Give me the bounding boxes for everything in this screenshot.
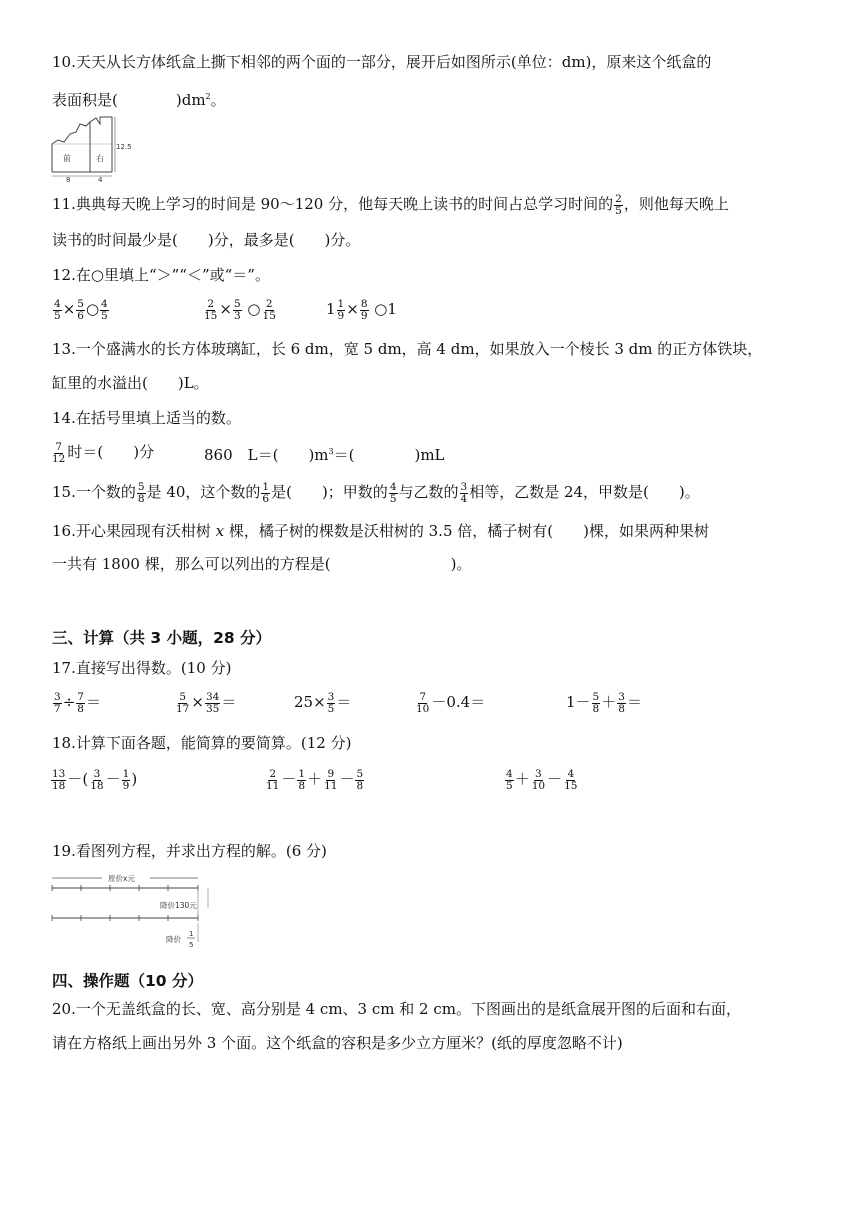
q14-title: 14.在括号里填上适当的数。 [52, 409, 241, 427]
q12-title: 12.在○里填上“＞”“＜”或“＝”。 [52, 266, 270, 284]
q19-down-label: 降价130元 [160, 901, 197, 910]
q14-expr1: $\frac{7}{12}$ 时＝( )分 [52, 440, 155, 465]
q10-text-b: )dm [175, 91, 206, 109]
q18-title: 18.计算下面各题，能简算的要简算。(12 分) [52, 734, 352, 752]
q19-rate-den: 5 [189, 941, 194, 949]
q10-figure [50, 114, 130, 182]
q18-expr3: $\frac{4}{5}$ ＋ $\frac{3}{10}$ － $\frac{4}{15}$ [506, 767, 578, 792]
q11-text-a: 11.典典每天晚上学习的时间是 90～120 分，他每天晚上读书的时间占总学习时间的 [52, 195, 614, 213]
q10-right-label: 右 [96, 154, 104, 163]
q12-expr2: $\frac{2}{15}$ × $\frac{5}{3}$ ○ $\frac{2}{15}$ [204, 297, 276, 322]
section4-heading: 四、操作题（10 分） [52, 972, 203, 990]
q10-line1: 10.天天从长方体纸盒上撕下相邻的两个面的一部分，展开后如图所示(单位：dm)，原来这个纸盒的 [52, 53, 712, 71]
q17-expr4: $\frac{7}{10}$ －0.4＝ [416, 690, 486, 715]
q10-width1: 8 [66, 176, 71, 184]
q17-title: 17.直接写出得数。(10 分) [52, 659, 232, 677]
q11-line2: 读书的时间最少是( )分，最多是( )分。 [52, 231, 361, 249]
q17-expr1: $\frac{3}{7}$ ÷ $\frac{7}{8}$ ＝ [54, 690, 101, 715]
q19-title: 19.看图列方程，并求出方程的解。(6 分) [52, 842, 327, 860]
q10-front-label: 前 [63, 154, 71, 163]
section3-heading: 三、计算（共 3 小题，28 分） [52, 629, 272, 647]
q11-fraction: $\frac{2}{5}$ [615, 192, 622, 217]
q10-text-c: 。 [210, 91, 226, 109]
q18-expr2: $\frac{2}{11}$ － $\frac{1}{8}$ ＋ $\frac{9}{11}$ － $\frac{5}{8}$ [266, 767, 364, 792]
q19-rate-label: 降价 [166, 935, 181, 944]
q18-expr1: $\frac{13}{18}$ －( $\frac{3}{18}$ － $\frac{1}{9}$ ) [52, 767, 138, 792]
q17-expr2: $\frac{5}{17}$ × $\frac{34}{35}$ ＝ [176, 690, 237, 715]
q17-expr5: 1－ $\frac{5}{8}$ ＋ $\frac{3}{8}$ ＝ [566, 690, 642, 715]
q11-text-b: ，则他每天晚上 [623, 195, 729, 213]
q12-circle1[interactable]: ○ [85, 300, 100, 318]
q19-rate-num: 1 [189, 930, 194, 938]
q13-line2: 缸里的水溢出( )L。 [52, 374, 209, 392]
q13-line1: 13.一个盛满水的长方体玻璃缸，长 6 dm，宽 5 dm，高 4 dm，如果放入一个棱长 3 dm 的正方体铁块， [52, 340, 763, 358]
q19-figure [48, 868, 218, 952]
q10-height: 12.5 [116, 143, 132, 151]
q19-orig-label: 原价x元 [108, 874, 135, 883]
q20-line2: 请在方格纸上画出另外 3 个面。这个纸盒的容积是多少立方厘米？(纸的厚度忽略不计) [52, 1034, 623, 1052]
q11-line1 [52, 193, 729, 217]
q15-line: 15.一个数的 $\frac{5}{8}$ 是 40，这个数的 $\frac{1}{6}$ 是( )；甲数的 $\frac{4}{5}$ 与乙数的 $\frac{3}{4}$ 相等，乙数是 24，甲数是( )。 [52, 480, 700, 505]
q10-line2 [52, 86, 226, 111]
q12-expr1: $\frac{4}{5}$ × $\frac{5}{6}$ ○ $\frac{4}{5}$ [54, 297, 108, 322]
q12-circle2[interactable]: ○ [247, 300, 261, 318]
q16-line1: 16.开心果园现有沃柑树 x 棵，橘子树的棵数是沃柑树的 3.5 倍，橘子树有( )棵，如果两种果树 [52, 522, 709, 540]
q20-line1: 20.一个无盖纸盒的长、宽、高分别是 4 cm、3 cm 和 2 cm。下图画出的是纸盒展开图的后面和右面， [52, 1000, 741, 1018]
q10-width2: 4 [98, 176, 103, 184]
q17-expr3: 25× $\frac{3}{5}$ ＝ [294, 690, 352, 715]
q16-line2: 一共有 1800 棵，那么可以列出的方程是( )。 [52, 555, 472, 573]
q10-unit-sup: 2 [205, 92, 211, 101]
q12-expr3: 1 $\frac{1}{9}$ × $\frac{8}{9}$ ○1 [326, 297, 397, 322]
q14-expr2: 860 L＝( )$m^3=$( )mL [204, 446, 445, 464]
q10-text-a: 表面积是( [52, 91, 118, 109]
q12-circle3[interactable]: ○1 [374, 300, 397, 318]
